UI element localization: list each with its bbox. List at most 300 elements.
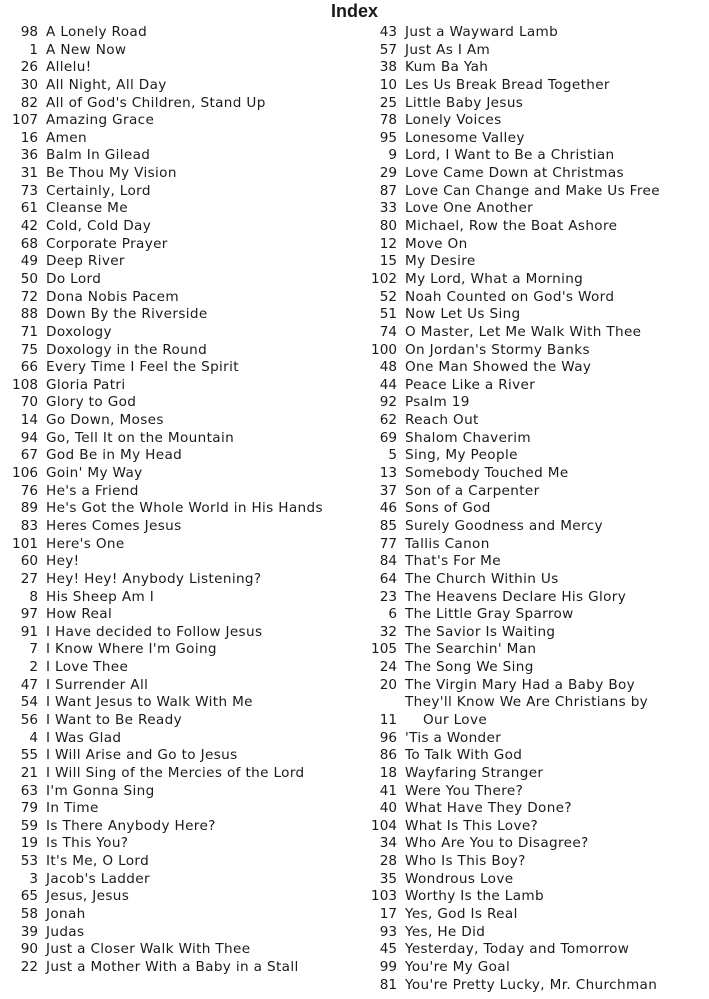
index-entry [4,518,354,536]
index-entry [4,712,354,730]
hymn-number: 70 [20,394,38,411]
hymn-title: Shalom Chaverim [405,429,531,446]
index-entry [360,624,705,642]
hymn-title: Somebody Touched Me [405,465,569,482]
hymn-title: Amen [46,129,87,146]
hymn-title: It's Me, O Lord [46,853,150,870]
index-entry [360,342,705,360]
index-entry [360,694,705,712]
hymn-number: 5 [388,447,397,464]
index-entry [360,465,705,483]
hymn-number: 32 [379,623,397,640]
hymn-number: 67 [20,447,38,464]
hymn-title: Allelu! [46,59,92,76]
hymn-title: Corporate Prayer [46,235,168,252]
hymn-title: Do Lord [46,270,102,287]
hymn-title: Little Baby Jesus [405,94,524,111]
index-entry [360,253,705,271]
hymn-number: 81 [379,976,397,993]
hymn-number: 52 [379,288,397,305]
hymn-number: 58 [20,906,38,923]
hymn-number: 27 [20,570,38,587]
index-entry [360,130,705,148]
hymn-number: 65 [20,888,38,905]
index-entry [360,59,705,77]
hymn-title: Reach Out [405,412,479,429]
hymn-number: 29 [379,165,397,182]
index-entry [4,394,354,412]
index-column-left [4,24,354,977]
hymn-number: 108 [12,376,38,393]
hymn-number: 56 [20,711,38,728]
hymn-number: 68 [20,235,38,252]
hymn-number: 69 [379,429,397,446]
index-entry [4,130,354,148]
index-entry [360,606,705,624]
hymn-number: 84 [379,553,397,570]
hymn-number: 61 [20,200,38,217]
index-entry [360,853,705,871]
hymn-title: Wondrous Love [405,870,514,887]
hymn-title: The Virgin Mary Had a Baby Boy [405,676,636,693]
hymn-number: 64 [379,570,397,587]
hymn-title: Les Us Break Bread Together [405,76,610,93]
hymn-number: 35 [379,870,397,887]
hymn-number: 88 [20,306,38,323]
hymn-number: 12 [379,235,397,252]
hymn-title: O Master, Let Me Walk With Thee [405,323,642,340]
hymn-number: 55 [20,747,38,764]
hymn-title: Jacob's Ladder [46,870,150,887]
hymn-title: Down By the Riverside [46,306,208,323]
hymn-number: 86 [379,747,397,764]
index-entry [4,253,354,271]
index-entry [360,271,705,289]
hymn-title: I Was Glad [46,729,122,746]
hymn-title: Amazing Grace [46,112,155,129]
hymn-title: Glory to God [46,394,137,411]
index-entry [4,218,354,236]
index-entry [4,589,354,607]
hymn-title: You're My Goal [405,958,511,975]
index-entry [360,977,705,995]
hymn-number: 22 [20,958,38,975]
hymn-title: Heres Comes Jesus [46,517,182,534]
hymn-number: 4 [29,729,38,746]
hymn-title: Michael, Row the Boat Ashore [405,218,618,235]
index-entry [4,412,354,430]
hymn-title: On Jordan's Stormy Banks [405,341,590,358]
hymn-number: 17 [379,906,397,923]
hymn-number: 71 [20,323,38,340]
index-entry [4,694,354,712]
hymn-number: 1 [29,41,38,58]
hymn-title: Hey! Hey! Anybody Listening? [46,570,262,587]
hymn-title: Dona Nobis Pacem [46,288,179,305]
hymn-number: 8 [29,588,38,605]
hymn-number: 33 [379,200,397,217]
hymn-number: 45 [379,941,397,958]
index-entry [360,906,705,924]
hymn-title: Move On [405,235,468,252]
hymn-title: He's a Friend [46,482,139,499]
hymn-title: Just a Mother With a Baby in a Stall [46,958,299,975]
index-entry [360,218,705,236]
index-entry [360,571,705,589]
hymn-title: Love Came Down at Christmas [405,165,624,182]
hymn-title: Psalm 19 [405,394,470,411]
hymn-title: 'Tis a Wonder [405,729,502,746]
index-entry [4,553,354,571]
hymn-number: 76 [20,482,38,499]
hymn-title: Wayfaring Stranger [405,764,544,781]
hymn-number: 21 [20,764,38,781]
hymn-number: 25 [379,94,397,111]
hymn-title: Goin' My Way [46,465,143,482]
index-entry [360,42,705,60]
index-entry [360,536,705,554]
index-entry [360,730,705,748]
index-entry [360,712,705,730]
index-entry [4,165,354,183]
hymn-number: 3 [29,870,38,887]
index-entry [360,871,705,889]
hymn-number: 39 [20,923,38,940]
hymn-number: 91 [20,623,38,640]
hymn-title: Gloria Patri [46,376,126,393]
hymn-number: 44 [379,376,397,393]
index-entry [360,500,705,518]
hymn-number: 2 [29,659,38,676]
index-entry [4,359,354,377]
hymn-number: 59 [20,817,38,834]
index-entry [4,624,354,642]
hymn-number: 74 [379,323,397,340]
hymn-title: Be Thou My Vision [46,165,177,182]
index-entry [4,941,354,959]
hymn-number: 89 [20,500,38,517]
hymn-number: 50 [20,270,38,287]
hymn-title: Hey! [46,553,80,570]
index-entry [360,659,705,677]
hymn-title: Son of a Carpenter [405,482,540,499]
hymn-number: 57 [379,41,397,58]
hymn-title: I Surrender All [46,676,149,693]
index-entry [360,518,705,536]
index-entry [360,747,705,765]
index-entry [4,342,354,360]
hymn-title: Who Are You to Disagree? [405,835,589,852]
hymn-number: 6 [388,606,397,623]
hymn-title: A Lonely Road [46,24,148,40]
hymn-title: The Searchin' Man [405,641,537,658]
hymn-title: He's Got the Whole World in His Hands [46,500,323,517]
index-entry [360,783,705,801]
hymn-title: Love One Another [405,200,534,217]
hymn-number: 46 [379,500,397,517]
hymn-number: 38 [379,59,397,76]
index-entry [360,165,705,183]
hymn-number: 94 [20,429,38,446]
hymn-title: Love Can Change and Make Us Free [405,182,660,199]
index-entry [360,183,705,201]
hymn-title: Yesterday, Today and Tomorrow [405,941,630,958]
index-entry [360,941,705,959]
index-entry [360,430,705,448]
hymn-title: That's For Me [405,553,501,570]
index-entry [4,641,354,659]
hymn-title: Jesus, Jesus [46,888,130,905]
index-entry [4,147,354,165]
hymn-number: 51 [379,306,397,323]
hymn-title: Surely Goodness and Mercy [405,517,603,534]
hymn-number: 40 [379,800,397,817]
index-entry [360,924,705,942]
hymn-title: Jonah [46,906,86,923]
hymn-number: 13 [379,465,397,482]
hymn-title: What Have They Done? [405,800,572,817]
hymn-title: Just a Wayward Lamb [405,24,559,40]
hymn-title: Just As I Am [405,41,491,58]
hymn-title: Here's One [46,535,125,552]
hymn-number: 62 [379,412,397,429]
index-entry [4,324,354,342]
hymn-title: You're Pretty Lucky, Mr. Churchman [405,976,658,993]
index-entry [4,465,354,483]
hymn-number: 16 [20,129,38,146]
hymn-title: Lord, I Want to Be a Christian [405,147,615,164]
hymn-title: The Little Gray Sparrow [405,606,574,623]
hymn-number: 10 [379,76,397,93]
hymn-title: His Sheep Am I [46,588,155,605]
index-entry [360,77,705,95]
hymn-number: 96 [379,729,397,746]
hymn-number: 28 [379,853,397,870]
index-entry [4,747,354,765]
hymn-number: 66 [20,359,38,376]
hymn-title: Go, Tell It on the Mountain [46,429,235,446]
hymn-title: Go Down, Moses [46,412,164,429]
hymn-number: 26 [20,59,38,76]
index-entry [360,112,705,130]
index-entry [360,377,705,395]
hymn-number: 104 [371,817,397,834]
index-entry [360,641,705,659]
hymn-number: 93 [379,923,397,940]
hymn-title: Were You There? [405,782,524,799]
hymn-title: I'm Gonna Sing [46,782,155,799]
hymn-title: Sing, My People [405,447,518,464]
hymn-title: Doxology [46,323,112,340]
index-entry [360,483,705,501]
hymn-title: God Be in My Head [46,447,183,464]
hymn-number: 43 [379,24,397,40]
hymn-title: Every Time I Feel the Spirit [46,359,239,376]
hymn-title: Is This You? [46,835,129,852]
hymn-title: Peace Like a River [405,376,536,393]
index-entry [360,306,705,324]
hymn-title: Yes, He Did [405,923,486,940]
hymn-number: 95 [379,129,397,146]
hymn-number: 18 [379,764,397,781]
hymn-number: 42 [20,218,38,235]
hymn-title: I Will Arise and Go to Jesus [46,747,238,764]
hymn-number: 30 [20,76,38,93]
hymn-number: 47 [20,676,38,693]
hymn-number: 87 [379,182,397,199]
hymn-title: Kum Ba Yah [405,59,489,76]
hymn-number: 14 [20,412,38,429]
index-entry [360,818,705,836]
hymn-number: 23 [379,588,397,605]
hymn-title: To Talk With God [405,747,523,764]
hymn-number: 36 [20,147,38,164]
hymn-title: The Song We Sing [405,659,534,676]
index-entry [4,853,354,871]
hymn-title: Balm In Gilead [46,147,151,164]
hymn-title: The Savior Is Waiting [405,623,556,640]
hymn-title: The Church Within Us [405,570,559,587]
hymn-title: I Know Where I'm Going [46,641,217,658]
index-entry [4,800,354,818]
index-entry [360,236,705,254]
hymn-number: 100 [371,341,397,358]
hymn-title: Just a Closer Walk With Thee [46,941,251,958]
hymn-title: Cold, Cold Day [46,218,152,235]
hymn-number: 83 [20,517,38,534]
index-entry [360,394,705,412]
hymn-title: Who Is This Boy? [405,853,526,870]
index-entry [360,412,705,430]
hymn-number: 9 [388,147,397,164]
hymn-title: A New Now [46,41,127,58]
index-entry [4,42,354,60]
index-entry [4,236,354,254]
hymn-number: 106 [12,465,38,482]
page-title: Index [330,1,378,21]
hymn-number: 79 [20,800,38,817]
index-entry [360,324,705,342]
index-entry [360,800,705,818]
index-entry [4,924,354,942]
index-entry [4,659,354,677]
index-entry [360,959,705,977]
index-entry [4,289,354,307]
hymn-title: I Have decided to Follow Jesus [46,623,263,640]
hymn-title: Doxology in the Round [46,341,208,358]
hymn-number: 73 [20,182,38,199]
index-entry [4,871,354,889]
hymn-number: 53 [20,853,38,870]
hymn-number: 48 [379,359,397,376]
hymn-number: 85 [379,517,397,534]
hymn-title: I Will Sing of the Mercies of the Lord [46,764,305,781]
index-entry [4,183,354,201]
hymn-title: One Man Showed the Way [405,359,592,376]
index-entry [4,677,354,695]
index-entry [360,147,705,165]
hymn-number: 97 [20,606,38,623]
hymn-number: 41 [379,782,397,799]
hymn-number: 107 [12,112,38,129]
hymn-number: 54 [20,694,38,711]
hymn-title: They'll Know We Are Christians by [405,694,649,711]
index-entry [4,306,354,324]
hymn-number: 11 [379,711,397,728]
hymn-number: 15 [379,253,397,270]
hymn-number: 63 [20,782,38,799]
hymn-number: 90 [20,941,38,958]
hymn-number: 92 [379,394,397,411]
hymn-number: 105 [371,641,397,658]
index-entry [4,888,354,906]
hymn-title: All of God's Children, Stand Up [46,94,266,111]
hymn-title: Is There Anybody Here? [46,817,216,834]
hymn-number: 19 [20,835,38,852]
index-entry [4,835,354,853]
hymn-number: 75 [20,341,38,358]
index-entry [4,77,354,95]
index-entry [360,447,705,465]
index-entry [360,589,705,607]
index-entry [360,677,705,695]
index-entry [4,430,354,448]
hymn-number: 31 [20,165,38,182]
hymn-number: 49 [20,253,38,270]
hymn-number: 98 [20,24,38,40]
hymn-title: What Is This Love? [405,817,539,834]
hymn-title: How Real [46,606,113,623]
index-entry [4,783,354,801]
hymn-number: 37 [379,482,397,499]
hymn-title: In Time [46,800,99,817]
hymn-number: 72 [20,288,38,305]
index-entry [4,271,354,289]
hymn-title: Worthy Is the Lamb [405,888,544,905]
index-entry [360,359,705,377]
index-entry [4,95,354,113]
index-entry [360,835,705,853]
hymn-number: 101 [12,535,38,552]
hymn-title: Noah Counted on God's Word [405,288,615,305]
hymn-number: 103 [371,888,397,905]
hymn-number: 80 [379,218,397,235]
index-entry [360,765,705,783]
index-entry [4,483,354,501]
index-entry [4,200,354,218]
hymn-title: Tallis Canon [405,535,490,552]
index-entry [4,765,354,783]
hymn-title: Certainly, Lord [46,182,151,199]
index-entry [4,571,354,589]
index-entry [360,888,705,906]
index-entry [4,906,354,924]
hymn-number: 77 [379,535,397,552]
hymn-title: Lonely Voices [405,112,502,129]
hymn-title: Judas [46,923,85,940]
hymn-title: Our Love [423,711,488,728]
index-entry [360,24,705,42]
hymn-title: I Want Jesus to Walk With Me [46,694,253,711]
hymn-title: Yes, God Is Real [405,906,518,923]
hymn-number: 20 [379,676,397,693]
index-entry [360,95,705,113]
hymn-number: 78 [379,112,397,129]
hymn-title: I Love Thee [46,659,129,676]
index-entry [4,606,354,624]
index-entry [4,818,354,836]
index-entry [4,24,354,42]
